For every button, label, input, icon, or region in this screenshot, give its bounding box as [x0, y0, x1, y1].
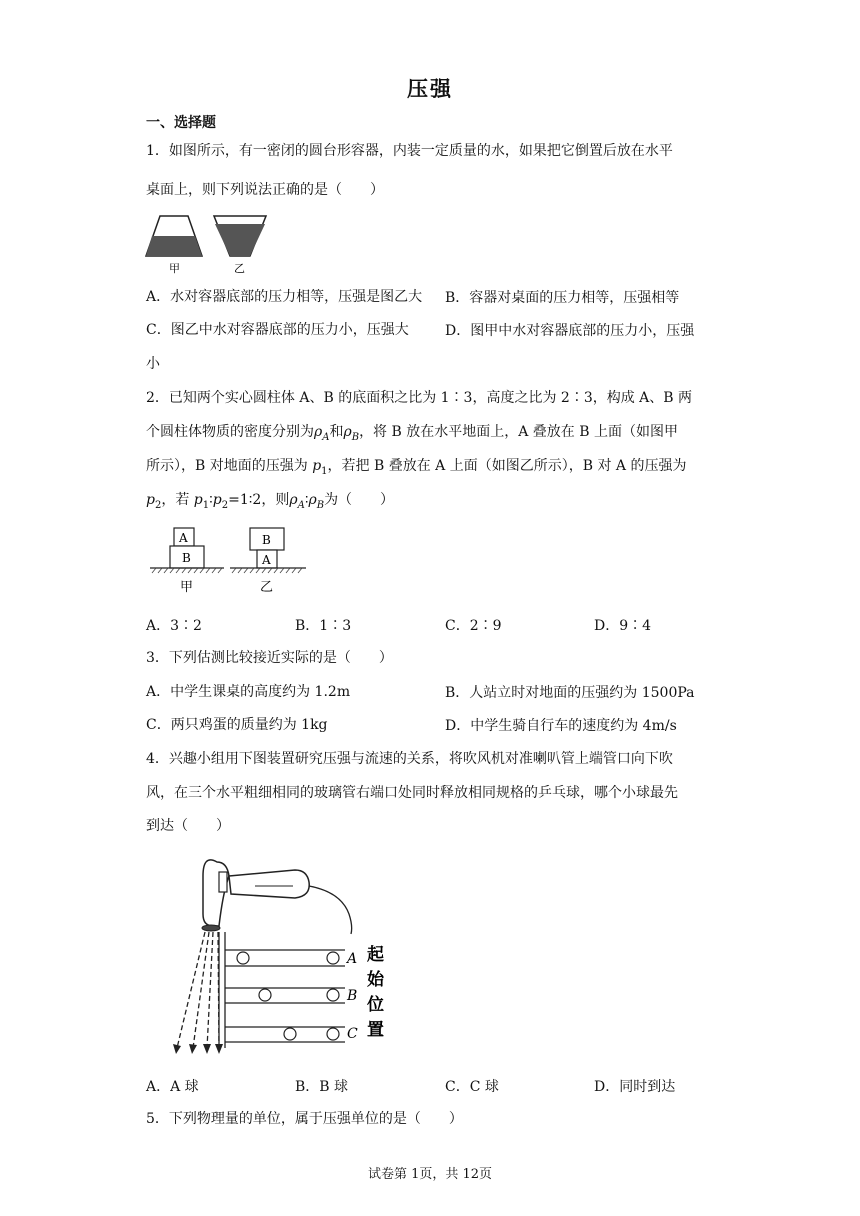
q2-stem-line1: 2．已知两个实心圆柱体 A、B 的底面积之比为 1∶3，高度之比为 2∶3，构成 A、B 两 — [146, 390, 693, 406]
q4-option-a: A．A 球 — [146, 1079, 199, 1095]
q1-label-yi: 乙 — [234, 262, 245, 275]
q2-stem-line3: 所示），B 对地面的压强为 $p_1$，若把 B 叠放在 A 上面（如图乙所示），B 对 A 的压强为 — [146, 458, 687, 477]
q2-figure — [148, 524, 318, 596]
page-footer: 试卷第 1页，共 12页 — [367, 1167, 493, 1182]
start-position-label — [366, 944, 385, 1040]
q2-ground-hatch-jia — [152, 568, 222, 573]
q1-option-b: B．容器对桌面的压力相等，压强相等 — [445, 290, 680, 306]
q2-option-c: C．2∶9 — [445, 618, 502, 634]
q1-option-d: D．图甲中水对容器底部的压力小，压强 — [445, 323, 695, 339]
svg-text:起: 起 — [367, 945, 384, 965]
q1-option-c: C．图乙中水对容器底部的压力小，压强大 — [146, 322, 409, 338]
q4-option-b: B．B 球 — [295, 1079, 349, 1095]
q2-stem-line2: 个圆柱体物质的密度分别为$\rho_A$和$\rho_B$，将 B 放在水平地面上，A 叠放在 B 上面（如图甲 — [146, 424, 678, 443]
section-heading: 一、选择题 — [146, 115, 216, 131]
q3-option-c: C．两只鸡蛋的质量约为 1kg — [146, 717, 328, 733]
q1-figure — [142, 212, 272, 278]
q3-stem: 3．下列估测比较接近实际的是（ ） — [146, 650, 393, 666]
q1-water-jia — [146, 236, 202, 256]
svg-text:位: 位 — [367, 995, 384, 1015]
hair-dryer-icon — [202, 860, 352, 934]
q1-option-d-wrap: 小 — [146, 356, 160, 372]
q2-label-jia: 甲 — [180, 580, 194, 595]
q4-stem-line1: 4．兴趣小组用下图装置研究压强与流速的关系，将吹风机对准喇叭管上端管口向下吹 — [146, 751, 673, 767]
q4-stem-line2: 风，在三个水平粗细相同的玻璃管右端口处同时释放相同规格的乒乓球，哪个小球最先 — [146, 785, 678, 801]
q2-stem-line4: $p_2$，若 $p_1∶p_2=1∶2$，则$\rho_A∶\rho_B$为（ ） — [146, 492, 395, 511]
q4-figure — [155, 852, 395, 1064]
q2-option-a: A．3∶2 — [146, 618, 202, 634]
q1-label-jia: 甲 — [169, 262, 180, 275]
tube-label-b: B — [347, 988, 358, 1004]
q1-stem-line2: 桌面上，则下列说法正确的是（ ） — [146, 182, 384, 198]
q2-label-a-jia: A — [179, 531, 188, 545]
q1-option-a: A．水对容器底部的压力相等，压强是图乙大 — [146, 289, 423, 305]
q4-stem-line3: 到达（ ） — [146, 818, 230, 834]
arrow-heads — [173, 1044, 223, 1054]
q2-label-b-jia: B — [182, 551, 191, 565]
q3-option-b: B．人站立时对地面的压强约为 1500Pa — [445, 685, 695, 701]
q2-label-yi: 乙 — [260, 580, 274, 595]
svg-text:始: 始 — [367, 970, 384, 990]
airflow-arrows — [177, 932, 219, 1048]
tube-label-a: A — [347, 951, 358, 967]
q2-label-a-yi: A — [262, 553, 271, 567]
tube-label-c: C — [347, 1026, 358, 1042]
q2-option-d: D．9∶4 — [594, 618, 652, 634]
q1-water-yi — [215, 224, 265, 256]
q3-option-a: A．中学生课桌的高度约为 1.2m — [146, 684, 351, 700]
svg-text:置: 置 — [367, 1020, 384, 1040]
q1-stem-line1: 1．如图所示，有一密闭的圆台形容器，内装一定质量的水，如果把它倒置后放在水平 — [146, 143, 673, 159]
page-title: 压强 — [407, 77, 453, 101]
q3-option-d: D．中学生骑自行车的速度约为 4m/s — [445, 718, 677, 734]
q5-stem: 5．下列物理量的单位，属于压强单位的是（ ） — [146, 1111, 463, 1127]
q2-option-b: B．1∶3 — [295, 618, 352, 634]
q2-label-b-yi: B — [262, 533, 271, 547]
q2-ground-hatch-yi — [232, 568, 302, 573]
q4-option-d: D．同时到达 — [594, 1079, 676, 1095]
q4-option-c: C．C 球 — [445, 1079, 499, 1095]
